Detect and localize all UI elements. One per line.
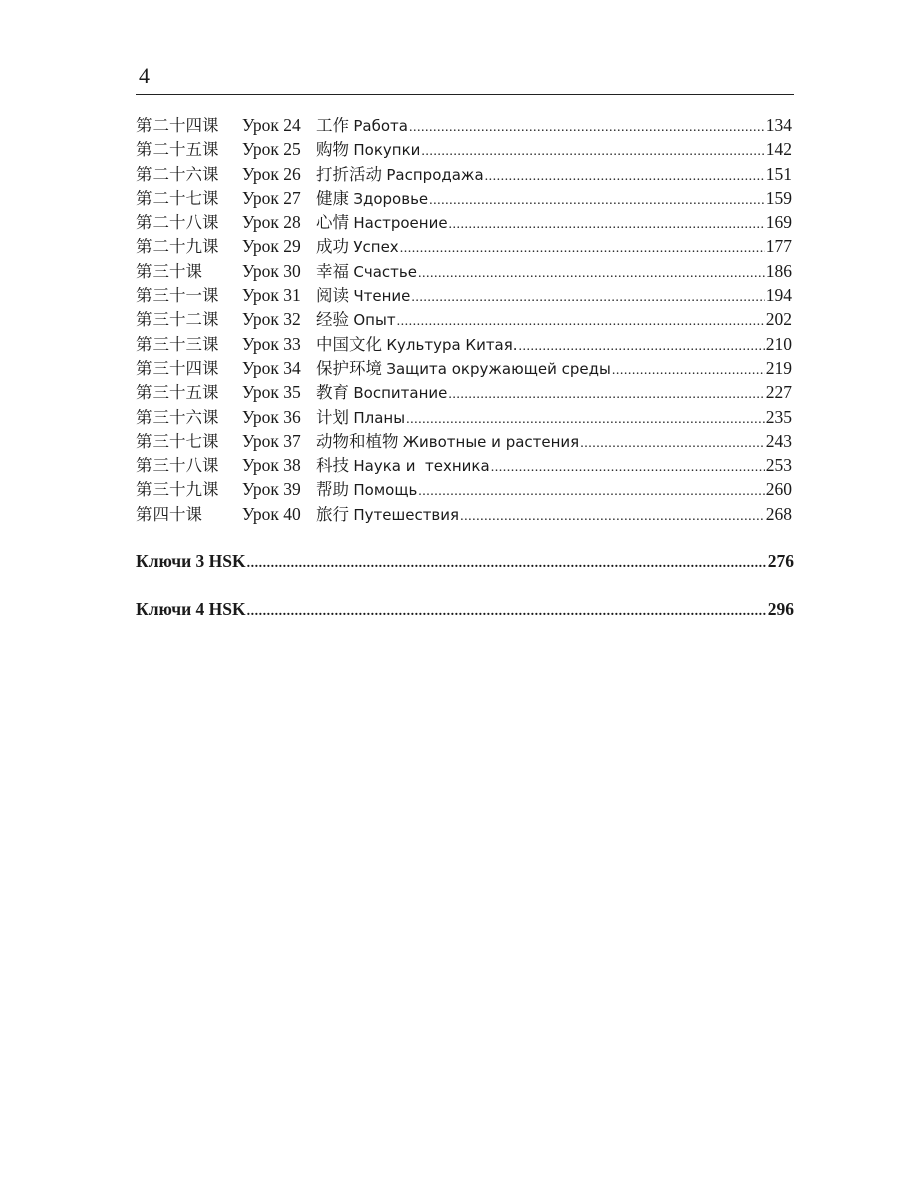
lesson-urok: Урок 31 (242, 285, 301, 306)
lesson-title-cn: 动物和植物 (316, 431, 399, 451)
lesson-page: 210 (765, 333, 792, 354)
lesson-title-ru: Культура Китая. (386, 335, 518, 354)
lesson-page: 227 (765, 382, 792, 403)
lesson-urok: Урок 24 (242, 115, 301, 135)
lesson-title-ru: Путешествия (353, 505, 460, 524)
dot-leader (418, 480, 764, 504)
lesson-urok: Урок 34 (242, 357, 301, 378)
lesson-title-ru: Защита окружающей среды (386, 359, 611, 378)
lesson-title-ru: Здоровье (353, 189, 429, 208)
lesson-cn-number: 第三十七课 (136, 431, 219, 451)
toc-row-lesson-36 (136, 405, 792, 429)
lesson-title-cn: 帮助 (316, 480, 349, 500)
dot-leader (418, 262, 765, 286)
lesson-page: 202 (765, 309, 792, 330)
dot-leader (429, 189, 765, 213)
toc-row-lesson-32 (136, 307, 792, 331)
lesson-urok: Урок 37 (242, 430, 301, 451)
lesson-page: 142 (765, 139, 792, 160)
lesson-page: 194 (765, 285, 792, 306)
lesson-title-ru: Покупки (353, 141, 421, 160)
toc-row-lesson-28 (136, 210, 792, 234)
toc-row-lesson-38 (136, 453, 792, 477)
lesson-title-ru: Наука и техника (353, 457, 490, 476)
lesson-page: 235 (765, 406, 792, 427)
lesson-page: 159 (765, 187, 792, 208)
lesson-title-cn: 经验 (316, 310, 349, 330)
lesson-title-cn: 心情 (316, 213, 349, 233)
lesson-urok: Урок 40 (242, 503, 301, 524)
lesson-urok: Урок 32 (242, 309, 301, 330)
lesson-title-cn: 工作 (316, 116, 349, 135)
lesson-title-ru: Работа (353, 117, 408, 135)
toc-row-lesson-31 (136, 283, 792, 307)
lesson-cn-number: 第三十五课 (136, 383, 219, 403)
lesson-urok: Урок 28 (242, 212, 301, 233)
toc-row-lesson-30 (136, 259, 792, 283)
dot-leader (485, 165, 765, 189)
lesson-title-ru: Настроение (353, 214, 448, 233)
lesson-title-ru: Помощь (353, 481, 418, 500)
toc-row-keys-hsk3 (136, 549, 794, 576)
lesson-urok: Урок 35 (242, 382, 301, 403)
keys-label: Ключи 4 HSK (136, 599, 246, 619)
toc-row-lesson-29 (136, 234, 792, 258)
lesson-title-ru: Планы (353, 408, 406, 427)
lesson-cn-number: 第二十四课 (136, 116, 219, 135)
toc-row-keys-hsk4 (136, 597, 794, 624)
lesson-title-cn: 购物 (316, 140, 349, 160)
lesson-title-cn: 计划 (316, 407, 349, 427)
lesson-title-cn: 阅读 (316, 286, 349, 306)
keys-page: 276 (767, 551, 794, 571)
lesson-page: 169 (765, 212, 792, 233)
header-divider (136, 94, 794, 95)
lesson-cn-number: 第二十七课 (136, 188, 219, 208)
dot-leader (409, 116, 765, 140)
toc-row-lesson-39 (136, 477, 792, 501)
table-of-contents (136, 113, 792, 526)
lesson-cn-number: 第二十五课 (136, 140, 219, 160)
lesson-urok: Урок 25 (242, 139, 301, 160)
lesson-title-ru: Опыт (353, 311, 396, 330)
lesson-title-ru: Животные и растения (402, 432, 580, 451)
lesson-cn-number: 第三十课 (136, 261, 202, 281)
lesson-page: 260 (765, 479, 792, 500)
dot-leader (247, 552, 767, 576)
lesson-page: 268 (765, 503, 792, 524)
lesson-cn-number: 第三十三课 (136, 334, 219, 354)
lesson-cn-number: 第二十八课 (136, 213, 219, 233)
lesson-title-cn: 保护环境 (316, 358, 382, 378)
lesson-cn-number: 第四十课 (136, 504, 202, 524)
lesson-title-cn: 健康 (316, 188, 349, 208)
lesson-page: 151 (765, 163, 792, 184)
lesson-page: 243 (765, 430, 792, 451)
toc-row-lesson-37 (136, 429, 792, 453)
lesson-urok: Урок 33 (242, 333, 301, 354)
lesson-urok: Урок 26 (242, 163, 301, 184)
lesson-title-ru: Чтение (353, 287, 411, 306)
lesson-title-ru: Распродажа (386, 165, 484, 184)
lesson-urok: Урок 30 (242, 260, 301, 281)
lesson-title-cn: 成功 (316, 237, 349, 257)
keys-label: Ключи 3 HSK (136, 551, 246, 571)
lesson-title-cn: 幸福 (316, 261, 349, 281)
dot-leader (612, 359, 765, 383)
toc-row-lesson-34 (136, 356, 792, 380)
lesson-urok: Урок 27 (242, 187, 301, 208)
dot-leader (449, 213, 765, 237)
lesson-page: 177 (765, 236, 792, 257)
lesson-cn-number: 第二十六课 (136, 164, 219, 184)
toc-row-lesson-26 (136, 162, 792, 186)
lesson-title-cn: 科技 (316, 456, 349, 476)
lesson-cn-number: 第三十四课 (136, 358, 219, 378)
lesson-cn-number: 第二十九课 (136, 237, 219, 257)
lesson-title-cn: 打折活动 (316, 164, 382, 184)
lesson-urok: Урок 38 (242, 455, 301, 476)
lesson-cn-number: 第三十一课 (136, 286, 219, 306)
lesson-urok: Урок 39 (242, 479, 301, 500)
toc-row-lesson-27 (136, 186, 792, 210)
dot-leader (460, 505, 765, 529)
lesson-title-ru: Успех (353, 238, 399, 257)
dot-leader (491, 456, 765, 480)
lesson-page: 134 (765, 115, 792, 135)
lesson-cn-number: 第三十二课 (136, 310, 219, 330)
toc-row-lesson-33 (136, 332, 792, 356)
lesson-page: 253 (765, 455, 792, 476)
lesson-cn-number: 第三十六课 (136, 407, 219, 427)
lesson-title-cn: 中国文化 (316, 334, 382, 354)
lesson-title-ru: Счастье (353, 262, 417, 281)
dot-leader (247, 600, 767, 624)
lesson-urok: Урок 36 (242, 406, 301, 427)
dot-leader (400, 237, 765, 261)
toc-row-lesson-25 (136, 137, 792, 161)
lesson-cn-number: 第三十九课 (136, 480, 219, 500)
dot-leader (411, 286, 764, 310)
toc-row-lesson-35 (136, 380, 792, 404)
dot-leader (580, 432, 765, 456)
lesson-page: 186 (765, 260, 792, 281)
dot-leader (448, 383, 764, 407)
lesson-title-cn: 教育 (316, 383, 349, 403)
toc-row-lesson-24 (136, 113, 792, 137)
lesson-cn-number: 第三十八课 (136, 456, 219, 476)
toc-row-lesson-40 (136, 502, 792, 526)
keys-page: 296 (767, 599, 794, 619)
lesson-page: 219 (765, 357, 792, 378)
page-number: 4 (139, 63, 150, 88)
lesson-title-cn: 旅行 (316, 504, 349, 524)
lesson-urok: Урок 29 (242, 236, 301, 257)
lesson-title-ru: Воспитание (353, 384, 448, 403)
